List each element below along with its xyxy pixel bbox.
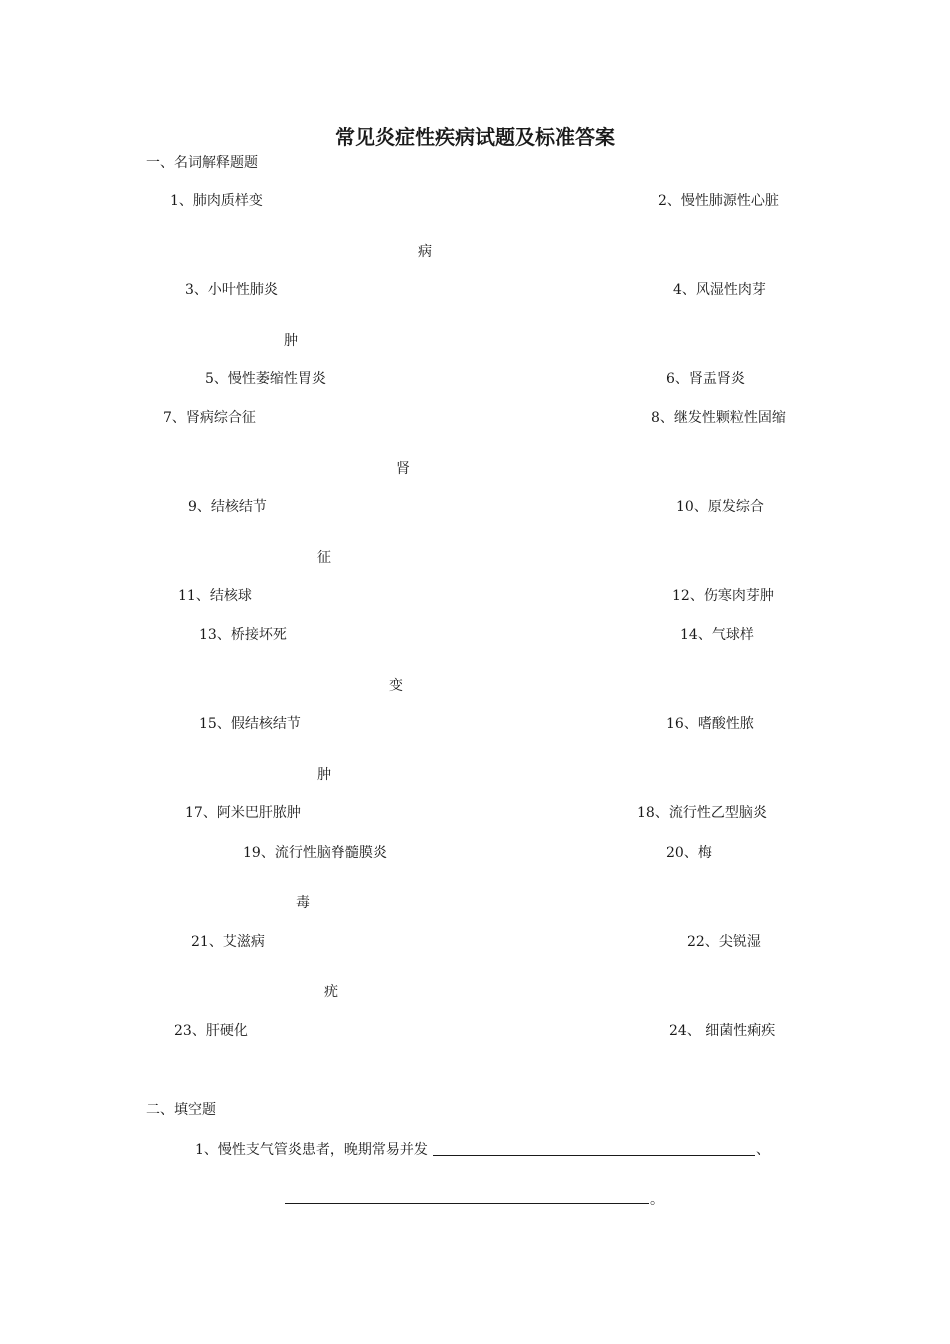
term-item: 13、桥接坏死 xyxy=(199,627,287,643)
term-item: 17、阿米巴肝脓肿 xyxy=(185,805,301,821)
document-title: 常见炎症性疾病试题及标准答案 xyxy=(335,125,615,149)
term-item: 3、小叶性肺炎 xyxy=(185,282,278,298)
fill-question-separator: 、 xyxy=(756,1142,770,1158)
term-item: 24、 细菌性痢疾 xyxy=(669,1023,776,1039)
term-item: 12、伤寒肉芽肿 xyxy=(672,588,774,604)
term-item: 4、风湿性肉芽 xyxy=(673,282,766,298)
answer-blank-2[interactable] xyxy=(285,1203,649,1204)
fill-question-end: 。 xyxy=(650,1192,664,1208)
fill-question-text: 1、慢性支气管炎患者，晚期常易并发 xyxy=(195,1142,428,1158)
term-item: 9、结核结节 xyxy=(188,499,267,515)
term-item: 19、流行性脑脊髓膜炎 xyxy=(243,845,387,861)
term-item: 8、继发性颗粒性固缩 xyxy=(651,410,786,426)
term-item: 11、结核球 xyxy=(178,588,252,604)
section-heading-fill-in: 二、填空题 xyxy=(146,1102,216,1118)
term-item: 7、肾病综合征 xyxy=(163,410,256,426)
term-item-continuation: 肿 xyxy=(317,767,331,783)
term-item: 23、肝硬化 xyxy=(174,1023,248,1039)
term-item-continuation: 病 xyxy=(418,244,432,260)
term-item: 1、肺肉质样变 xyxy=(170,193,263,209)
term-item-continuation: 疣 xyxy=(324,984,338,1000)
term-item-continuation: 变 xyxy=(389,678,403,694)
term-item: 14、气球样 xyxy=(680,627,754,643)
term-item: 18、流行性乙型脑炎 xyxy=(637,805,767,821)
term-item: 10、原发综合 xyxy=(676,499,764,515)
term-item: 6、肾盂肾炎 xyxy=(666,371,745,387)
term-item-continuation: 肾 xyxy=(396,461,410,477)
term-item: 5、慢性萎缩性胃炎 xyxy=(205,371,326,387)
term-item-continuation: 毒 xyxy=(296,895,310,911)
section-heading-definitions: 一、名词解释题题 xyxy=(146,155,258,171)
term-item: 15、假结核结节 xyxy=(199,716,301,732)
term-item-continuation: 征 xyxy=(317,550,331,566)
answer-blank-1[interactable] xyxy=(433,1155,755,1156)
term-item: 20、梅 xyxy=(666,845,712,861)
term-item-continuation: 肿 xyxy=(284,333,298,349)
term-item: 16、嗜酸性脓 xyxy=(666,716,754,732)
term-item: 22、尖锐湿 xyxy=(687,934,761,950)
term-item: 2、慢性肺源性心脏 xyxy=(658,193,779,209)
term-item: 21、艾滋病 xyxy=(191,934,265,950)
